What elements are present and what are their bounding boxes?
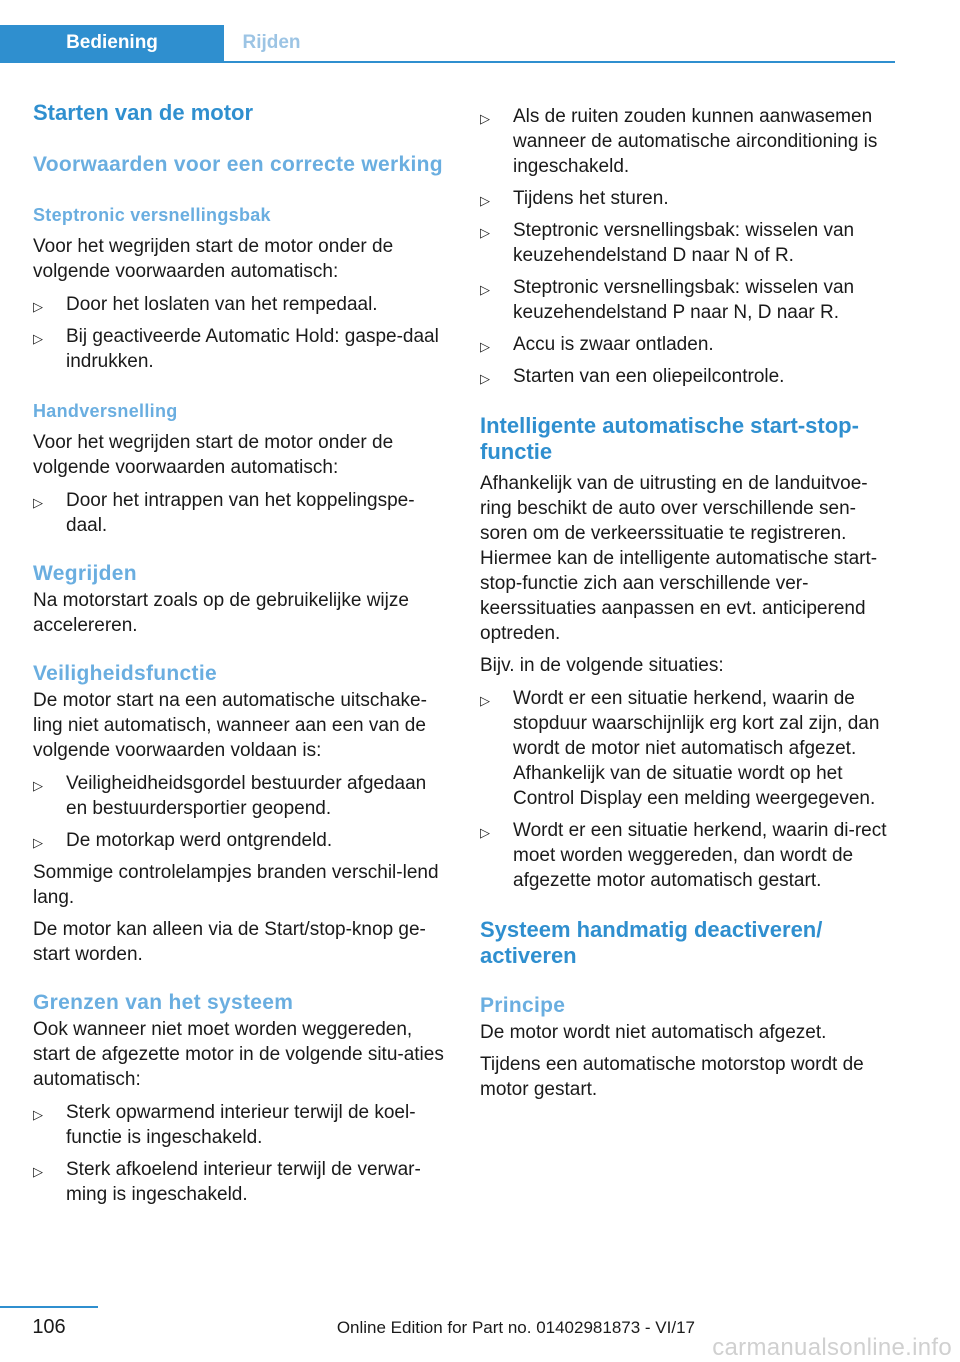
triangle-bullet-icon: ▷ bbox=[480, 282, 490, 297]
paragraph-veiligheidsfunctie: De motor start na een automatische uitschake-ling niet automatisch, wanneer aan een van de volgende voorwaarden voldaan is: bbox=[33, 690, 427, 761]
heading-wegrijden: Wegrijden bbox=[33, 562, 137, 585]
paragraph-start-stop-knop: De motor kan alleen via de Start/stop-knop ge-start worden. bbox=[33, 919, 426, 965]
triangle-bullet-icon: ▷ bbox=[480, 371, 490, 386]
page-number-rule bbox=[0, 1306, 98, 1308]
triangle-bullet-icon: ▷ bbox=[480, 111, 490, 126]
triangle-bullet-icon: ▷ bbox=[33, 331, 43, 346]
triangle-bullet-icon: ▷ bbox=[33, 495, 43, 510]
triangle-bullet-icon: ▷ bbox=[480, 339, 490, 354]
triangle-bullet-icon: ▷ bbox=[480, 825, 490, 840]
list-veiligheidsfunctie bbox=[33, 771, 448, 853]
heading-systeem-handmatig: Systeem handmatig deactiveren/ activeren bbox=[480, 917, 823, 968]
paragraph-motorstop: Tijdens een automatische motorstop wordt de motor gestart. bbox=[480, 1054, 864, 1100]
edition-footer: Online Edition for Part no. 01402981873 - VI/17 bbox=[336, 1318, 695, 1337]
page-number: 106 bbox=[32, 1316, 66, 1338]
watermark: carmanualsonline.info bbox=[712, 1334, 952, 1361]
heading-handversnelling: Handversnelling bbox=[33, 401, 178, 421]
list-item: ▷ Steptronic versnellingsbak: wisselen van keuzehendelstand D naar N of R. bbox=[480, 220, 855, 266]
triangle-bullet-icon: ▷ bbox=[33, 778, 43, 793]
paragraph-steptronic: Voor het wegrijden start de motor onder de volgende voorwaarden automatisch: bbox=[33, 236, 394, 282]
list-item: ▷ Sterk opwarmend interieur terwijl de koel-functie is ingeschakeld. bbox=[33, 1102, 416, 1148]
list-handversnelling bbox=[33, 488, 448, 538]
list-grenzen bbox=[33, 1100, 448, 1207]
triangle-bullet-icon: ▷ bbox=[33, 299, 43, 314]
list-item: ▷ Veiligheidheidsgordel bestuurder afgedaan en bestuurdersportier geopend. bbox=[33, 773, 427, 819]
list-item: ▷ Bij geactiveerde Automatic Hold: gaspe-daal indrukken. bbox=[33, 326, 439, 372]
tab-rijden[interactable]: Rijden bbox=[242, 32, 301, 53]
triangle-bullet-icon: ▷ bbox=[480, 693, 490, 708]
triangle-bullet-icon: ▷ bbox=[480, 193, 490, 208]
heading-starten: Starten van de motor bbox=[33, 100, 254, 125]
list-situaties bbox=[480, 686, 898, 893]
list-item: ▷ Wordt er een situatie herkend, waarin de stopduur waarschijnlijk erg kort zal zijn, dan wordt de motor niet automatisch afgezet. Afhankelijk van de situatie wordt op het Control Display een melding weergegeven. bbox=[480, 688, 880, 809]
paragraph-controlelampjes: Sommige controlelampjes branden verschil-lend lang. bbox=[33, 862, 439, 908]
triangle-bullet-icon: ▷ bbox=[33, 835, 43, 850]
list-item: ▷ Accu is zwaar ontladen. bbox=[480, 332, 898, 357]
right-column bbox=[480, 100, 898, 1102]
list-item: ▷ Door het loslaten van het rempedaal. bbox=[33, 292, 448, 317]
paragraph-bijv: Bijv. in de volgende situaties: bbox=[480, 655, 724, 676]
paragraph-wegrijden: Na motorstart zoals op de gebruikelijke wijze accelereren. bbox=[33, 590, 409, 636]
list-grenzen-continued bbox=[480, 104, 898, 389]
heading-voorwaarden: Voorwaarden voor een correcte werking bbox=[33, 153, 443, 176]
triangle-bullet-icon: ▷ bbox=[33, 1107, 43, 1122]
tab-bediening[interactable]: Bediening bbox=[0, 25, 224, 61]
list-item: ▷ Als de ruiten zouden kunnen aanwasemen wanneer de automatische airconditioning is ingeschakeld. bbox=[480, 106, 878, 177]
heading-grenzen: Grenzen van het systeem bbox=[33, 991, 294, 1014]
list-item: ▷ Steptronic versnellingsbak: wisselen van keuzehendelstand P naar N, D naar R. bbox=[480, 277, 855, 323]
triangle-bullet-icon: ▷ bbox=[33, 1164, 43, 1179]
paragraph-grenzen: Ook wanneer niet moet worden weggereden, start de afgezette motor in de volgende situ-aties automatisch: bbox=[33, 1019, 444, 1090]
paragraph-intelligente-start-stop: Afhankelijk van de uitrusting en de landuitvoe-ring beschikt de auto over verschillende sen-soren om de verkeerssituatie te registreren. Hiermee kan de intelligente automatische start-stop-functie zich aan verschillende ver-keerssituaties aanpassen en evt. anticiperend optreden. bbox=[480, 473, 878, 644]
list-item: ▷ Tijdens het sturen. bbox=[480, 186, 898, 211]
list-item: ▷ Door het intrappen van het koppelingspe-daal. bbox=[33, 490, 415, 536]
list-steptronic bbox=[33, 292, 448, 374]
heading-intelligente-start-stop: Intelligente automatische start-stop-functie bbox=[480, 413, 859, 464]
list-item: ▷ Sterk afkoelend interieur terwijl de verwar-ming is ingeschakeld. bbox=[33, 1159, 421, 1205]
paragraph-principe: De motor wordt niet automatisch afgezet. bbox=[480, 1022, 827, 1043]
chapter-tabs bbox=[0, 25, 895, 63]
list-item: ▷ Wordt er een situatie herkend, waarin di-rect moet worden weggereden, dan wordt de afgezette motor automatisch gestart. bbox=[480, 820, 887, 891]
heading-steptronic: Steptronic versnellingsbak bbox=[33, 205, 271, 225]
triangle-bullet-icon: ▷ bbox=[480, 225, 490, 240]
list-item: ▷ De motorkap werd ontgrendeld. bbox=[33, 828, 448, 853]
heading-principe: Principe bbox=[480, 994, 566, 1017]
list-item: ▷ Starten van een oliepeilcontrole. bbox=[480, 364, 898, 389]
left-column bbox=[33, 100, 448, 1207]
heading-veiligheidsfunctie: Veiligheidsfunctie bbox=[33, 662, 217, 685]
paragraph-handversnelling: Voor het wegrijden start de motor onder de volgende voorwaarden automatisch: bbox=[33, 432, 394, 478]
